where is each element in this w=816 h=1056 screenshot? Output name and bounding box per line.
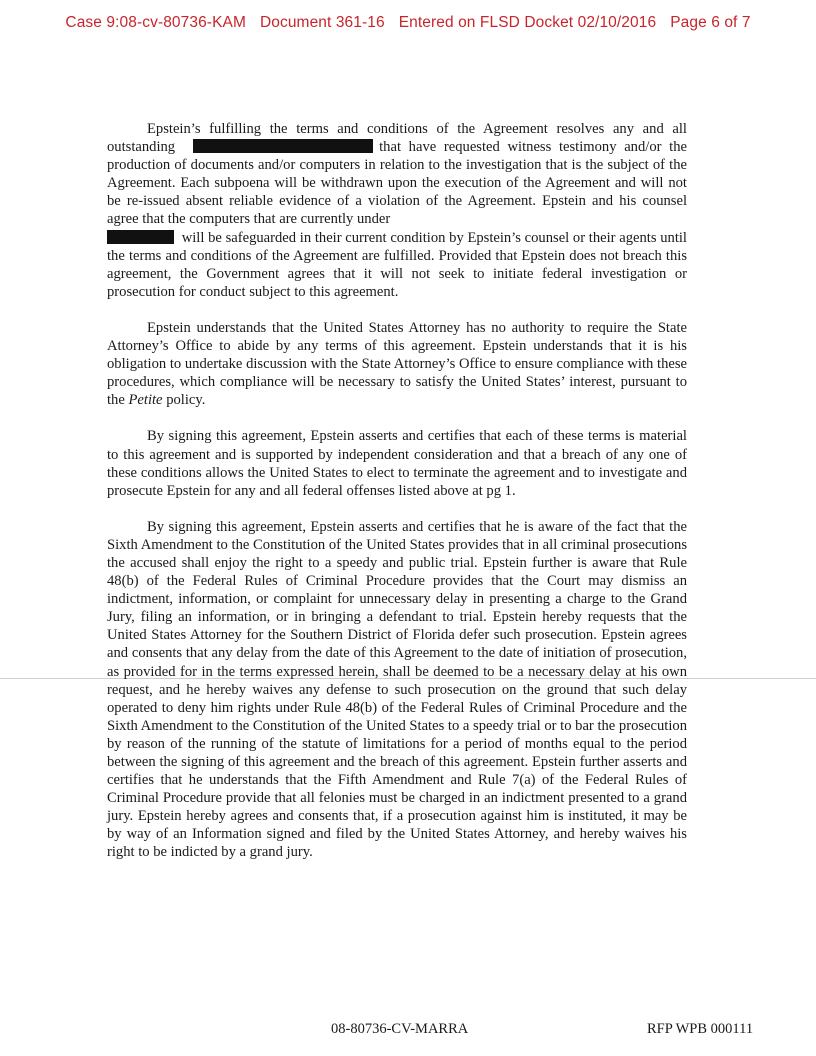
- header-page-count: Page 6 of 7: [670, 14, 751, 31]
- header-document-number: Document 361-16: [259, 14, 385, 31]
- header-case-number: Case 9:08-cv-80736-KAM: [65, 14, 246, 31]
- redaction-block: [193, 139, 373, 153]
- paragraph-1-part-c: will be safeguarded in their current condition by Epstein’s counsel or their agents until the terms and conditions of the Agreement are fulfilled. Provided that Epstein does not breach this agreement, the Government agrees that it will not seek to initiate federal investigation or prosecution for conduct subject to this agreement.: [107, 229, 687, 300]
- footer-bates-number: RFP WPB 000111: [647, 1021, 754, 1037]
- petite-policy-term: Petite: [128, 392, 163, 409]
- paragraph-1-part-b: that have requested witness testimony and/or the production of documents and/or computers in relation to the investigation that is the subject of the Agreement. Each subpoena will be withdrawn upon the execution of the Agreement and will not be re-issued absent reliable evidence of a violation of the Agreement. Epstein and his counsel agree that the computers that are currently under: [107, 139, 687, 228]
- footer-case-number: 08-80736-CV-MARRA: [331, 1021, 469, 1037]
- paragraph-speedy-trial-waiver: By signing this agreement, Epstein asserts and certifies that he is aware of the fact that the Sixth Amendment to the Constitution of the United States provides that in all criminal prosecutions the accused shall enjoy the right to a speedy and public trial. Epstein further is aware that Rule 48(b) of the Federal Rules of Criminal Procedure provides that the Court may dismiss an indictment, information, or complaint for unnecessary delay in presenting a charge to the Grand Jury, filing an information, or in bringing a defendant to trial. Epstein hereby requests that the United States Attorney for the Southern District of Florida defer such prosecution. Epstein agrees and consents that any delay from the date of this Agreement to the date of initiation of prosecution, as provided for in the terms expressed herein, shall be deemed to be a necessary delay at his own request, and he hereby waives any defense to such prosecution on the ground that such delay operated to deny him rights under Rule 48(b) of the Federal Rules of Criminal Procedure and the Sixth Amendment to the Constitution of the United States to a speedy trial or to bar the prosecution by reason of the running of the statute of limitations for a period of months equal to the period between the signing of this agreement and the breach of this agreement. Epstein further asserts and certifies that he understands that the Fifth Amendment and Rule 7(a) of the Federal Rules of Criminal Procedure provide that all felonies must be charged in an indictment presented to a grand jury. Epstein hereby agrees and consents that, if a prosecution against him is instituted, it may be by way of an Information signed and filed by the United States Attorney, and hereby waives his right to be indicted by a grand jury.: [107, 518, 688, 861]
- paragraph-2-part-a: Epstein understands that the United States Attorney has no authority to require the State Attorney’s Office to abide by any terms of this agreement. Epstein understands that it is his obligation to undertake discussion with the State Attorney’s Office to ensure compliance with these procedures, which compliance will be necessary to satisfy the United States’ interest, pursuant to the: [107, 319, 687, 409]
- paragraph-material-terms: By signing this agreement, Epstein asserts and certifies that each of these terms is material to this agreement and is supported by independent consideration and that a breach of any one of these conditions allows the United States to elect to terminate the agreement and to investigate and prosecute Epstein for any and all federal offenses listed above at pg 1.: [107, 428, 687, 499]
- docket-header: [0, 14, 816, 32]
- paragraph-1-part-a: Epstein’s fulfilling the terms and conditions of the Agreement resolves any and all outstanding: [107, 121, 687, 156]
- header-entered-date: Entered on FLSD Docket 02/10/2016: [398, 14, 657, 31]
- document-body: [107, 120, 687, 862]
- paragraph-2-part-b: policy.: [166, 392, 206, 409]
- paragraph-state-attorney: [107, 319, 687, 409]
- redaction-block: [107, 230, 174, 244]
- paragraph-subpoenas: [107, 120, 687, 301]
